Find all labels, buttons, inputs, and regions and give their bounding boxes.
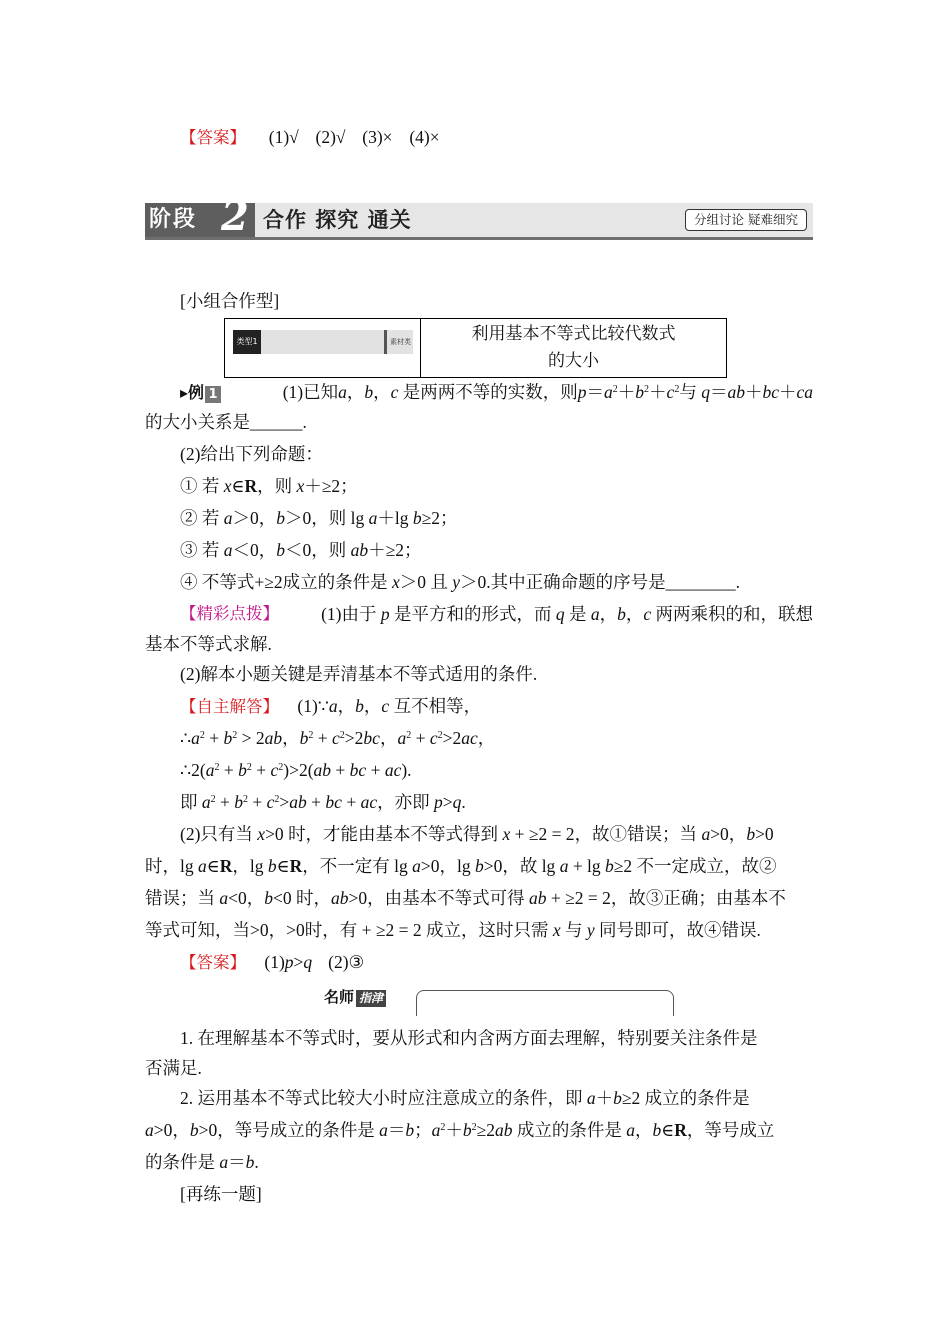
note-2-line-1: 2. 运用基本不等式比较大小时应注意成立的条件，即 a＋b≥2 成立的条件是 <box>180 1088 750 1108</box>
example-badge-number: 1 <box>205 386 221 403</box>
solution-line-3: $\therefore 2(a^2 + b^2 + c^2)>2(ab$ + bc + ac). <box>180 760 412 780</box>
example-line-2: 的大小关系是______. <box>145 412 307 432</box>
solution-line-4: 即 $a^2 + b^2 + c^2>ab$ + bc + ac，亦即 p>q. <box>180 792 466 812</box>
answer-item: (3)× <box>362 127 393 147</box>
example-badge: ▸例 1 <box>180 381 221 405</box>
top-answer-line <box>180 125 440 150</box>
solution-p2-line-3: 错误；当 a<0，b<0 时，ab>0，由基本不等式可得 ab + ≥2 = 2，故③正确；由基本不 <box>145 888 786 908</box>
type-bar <box>233 330 413 354</box>
hint-line-1: 【精彩点拨】 (1)由于 p 是平方和的形式，而 q 是 a，b，c 两两乘积的和，联想 <box>180 604 813 624</box>
solution-p2-line-4: 等式可知，当>0，>0时，有 + ≥2 = 2 成立，这时只需 x 与 y 同号即可，故④错误. <box>145 920 761 940</box>
answer2-label: 【答案】 <box>180 953 246 972</box>
note-2-line-2: a>0，b>0，等号成立的条件是 a＝b；$a^2+b^2\ge 2ab$ 成立的条件是 a，b∈R，等号成立 <box>145 1120 775 1140</box>
note-2-line-3: 的条件是 a＝b. <box>145 1152 259 1172</box>
stage-title: 合作 探究 通关 <box>263 208 412 232</box>
proposition-2: ② 若 a＞0，b＞0，则 lg a＋lg b≥2； <box>180 508 458 528</box>
hint-line-3: (2)解本小题关键是弄清基本不等式适用的条件. <box>180 664 538 684</box>
type-cell <box>225 319 421 377</box>
type-tag: 素材类 <box>390 338 411 346</box>
solution-p2-line-1: (2)只有当 x>0 时，才能由基本不等式得到 x + ≥2 = 2，故①错误；当 a>0，b>0 <box>180 824 774 844</box>
example-q2-intro: (2)给出下列命题： <box>180 444 323 464</box>
answer-item: (2)√ <box>315 127 346 147</box>
type-title <box>421 319 726 379</box>
answer-label: 【答案】 <box>180 128 246 147</box>
answer2-line: 【答案】 (1)p>q (2)③ <box>180 952 365 972</box>
type-title-line: 的大小 <box>548 351 599 371</box>
type-badge: 类型1 <box>233 330 261 354</box>
proposition-4: ④ 不等式+≥2成立的条件是 x＞0 且 y＞0.其中正确命题的序号是________. <box>180 572 741 592</box>
proposition-1: ① 若 x∈R，则 x＋≥2； <box>180 476 358 496</box>
type-divider <box>384 330 387 354</box>
answer-item: (1)√ <box>268 127 299 147</box>
solution-line-2: $\therefore a^2 + b^2 > 2ab$，$b^2 + c^2>2bc$，$a^2 + c^2>2ac$， <box>180 728 496 748</box>
practice-label: [再练一题] <box>180 1184 262 1204</box>
note-1-line-1: 1. 在理解基本不等式时，要从形式和内含两方面去理解，特别要关注条件是 <box>180 1028 758 1048</box>
guide-boxed-label: 指津 <box>356 990 386 1007</box>
type-table <box>224 318 727 378</box>
stage-tag: 分组讨论 疑难细究 <box>685 209 807 231</box>
answer-item: (4)× <box>409 127 440 147</box>
stage-banner <box>145 193 813 240</box>
example-line-1: ▸例 1 (1)已知a，b，c 是两两不等的实数，则$p=a^2+b^2+c^2$与 q＝ab＋bc＋ca <box>180 380 813 405</box>
guide-frame <box>416 990 674 1016</box>
solution-line-1: 【自主解答】 (1)∵a，b，c 互不相等， <box>180 696 482 716</box>
guide-label: 名师 指津 <box>324 986 386 1008</box>
type-title-line: 利用基本不等式比较代数式 <box>471 324 676 344</box>
proposition-3: ③ 若 a＜0，b＜0，则 ab＋≥2； <box>180 540 422 560</box>
stage-prefix: 阶段 <box>149 207 198 232</box>
note-1-line-2: 否满足. <box>145 1058 202 1078</box>
hint-label: 【精彩点拨】 <box>180 604 279 623</box>
solution-p2-line-2: 时，lg a∈R，lg b∈R，不一定有 lg a>0，lg b>0，故 lg a + lg b≥2 不一定成立，故② <box>145 856 777 876</box>
solution-label: 【自主解答】 <box>180 697 279 716</box>
stage-label <box>145 193 255 240</box>
teacher-guide-box <box>318 986 676 1018</box>
hint-line-2: 基本不等式求解. <box>145 634 272 654</box>
section-label: [小组合作型] <box>180 291 280 311</box>
stage-number: 2 <box>221 193 251 240</box>
